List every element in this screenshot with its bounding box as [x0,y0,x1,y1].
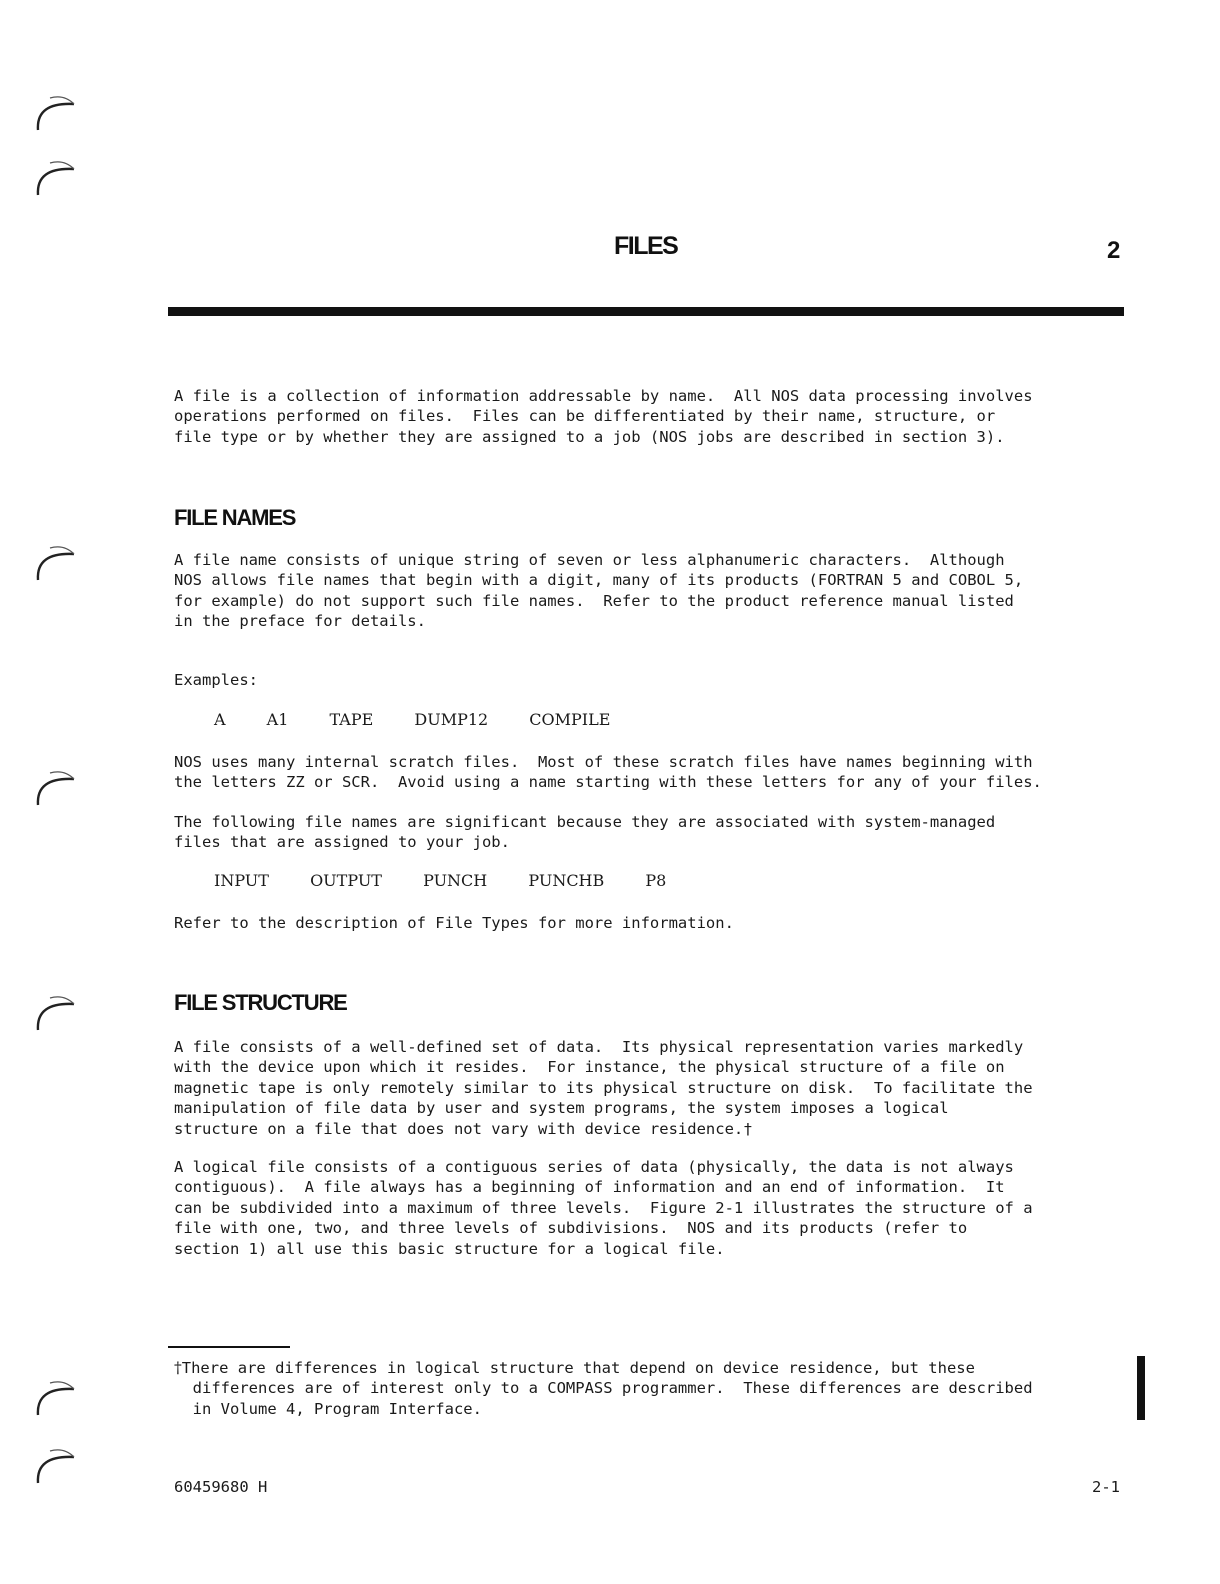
file-types-reference: Refer to the description of File Types for more information. [174,914,734,932]
file-structure-paragraph: A file consists of a well-defined set of data. Its physical representation varies markedly with the device upon which it resides. For instance, the physical structure of a file on magnetic tape is only remotely similar to its physical structure on disk. To facilitate the manipulation of file data by user and system programs, the system imposes a logical structure on a file that does not vary with device residence.† [174,1038,1033,1138]
significant-names-list [214,871,702,890]
binder-hole-mark [30,1443,80,1493]
logical-file-paragraph: A logical file consists of a contiguous series of data (physically, the data is not always contiguous). A file always has a beginning of information and an end of information. It can be subdivided into a maximum of three levels. Figure 2-1 illustrates the structure of a file with one, two, and three levels of subdivisions. NOS and its products (refer to section 1) all use this basic structure for a logical file. [174,1158,1033,1258]
significant-file-name: PUNCH [423,871,488,890]
section-heading-file-names: FILE NAMES [174,505,296,530]
examples-list [214,710,646,729]
chapter-rule [168,307,1124,316]
examples-label: Examples: [174,671,258,689]
significant-file-name: INPUT [214,871,269,890]
intro-paragraph: A file is a collection of information addressable by name. All NOS data processing involves operations performed on files. Files can be differentiated by their name, structure, or file type or by whether they are assigned to a job (NOS jobs are described in section 3). [174,387,1033,446]
chapter-title: FILES [614,232,678,260]
footnote [174,1358,1134,1419]
significant-names-paragraph: The following file names are significant because they are associated with system-managed files that are assigned to your job. [174,813,996,852]
file-names-paragraph: A file name consists of unique string of seven or less alphanumeric characters. Although NOS allows file names that begin with a digit, many of its products (FORTRAN 5 and COBOL 5, for example) do not support such file names. Refer to the product reference manual listed in the preface for details. [174,551,1024,631]
significant-file-name: OUTPUT [310,871,382,890]
significant-file-name: P8 [645,871,667,890]
footnote-marker: † [174,1359,182,1377]
chapter-number: 2 [1107,237,1121,264]
binder-hole-mark [30,540,80,590]
example-file-name: A1 [266,710,289,729]
page-number: 2-1 [1092,1478,1120,1496]
binder-hole-mark [30,990,80,1040]
footnote-text: There are differences in logical structure that depend on device residence, but these differences are of interest only to a COMPASS programmer. These differences are described in Volume 4, Program Interface. [181,1359,1033,1418]
footnote-rule [168,1346,290,1348]
example-file-name: DUMP12 [414,710,489,729]
example-file-name: TAPE [329,710,374,729]
binder-hole-mark [30,765,80,815]
binder-hole-mark [30,155,80,205]
document-number: 60459680 H [174,1478,268,1496]
significant-file-name: PUNCHB [528,871,605,890]
change-bar [1137,1356,1145,1420]
example-file-name: COMPILE [529,710,611,729]
example-file-name: A [214,710,226,729]
scratch-files-paragraph: NOS uses many internal scratch files. Most of these scratch files have names beginning with the letters ZZ or SCR. Avoid using a name starting with these letters for any of your files. [174,753,1042,792]
section-heading-file-structure: FILE STRUCTURE [174,990,347,1015]
binder-hole-mark [30,90,80,140]
binder-hole-mark [30,1375,80,1425]
